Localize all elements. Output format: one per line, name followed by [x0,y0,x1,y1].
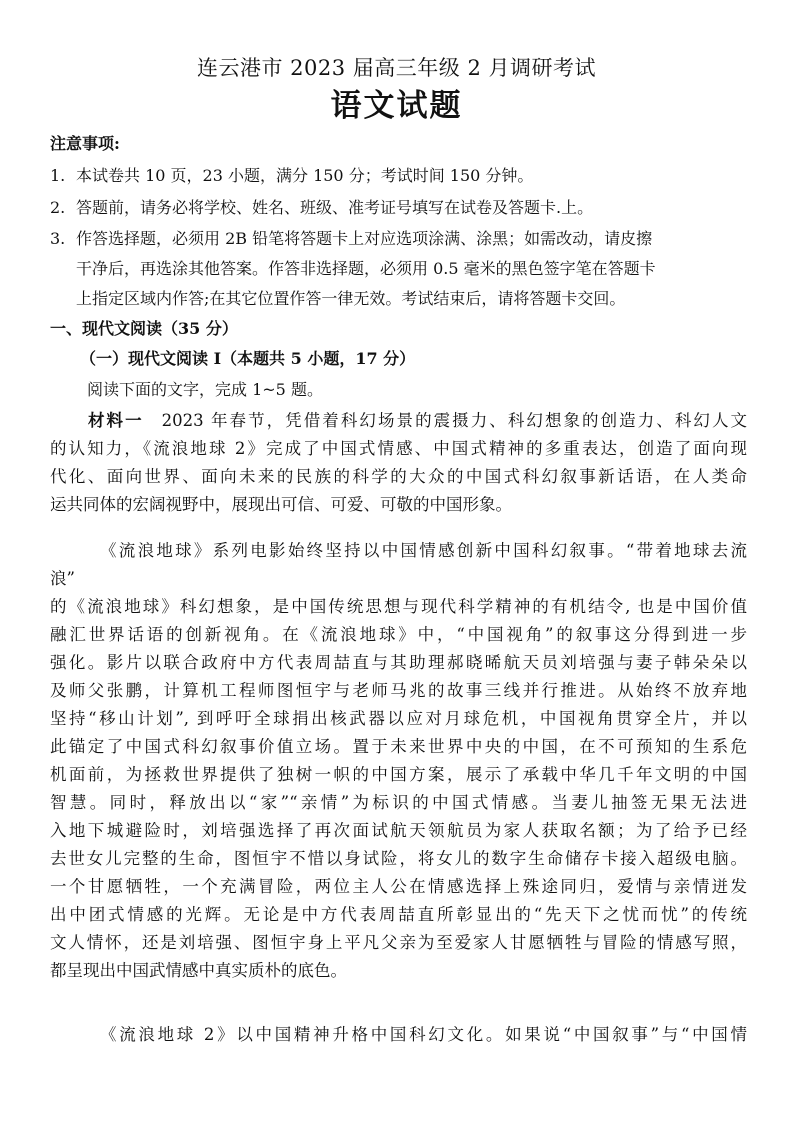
paragraph-2 [50,537,747,985]
paragraph-line: 去世女儿完整的生命，图恒宇不惜以身试险，将女儿的数字生命储存卡接入超级电脑。 [50,849,747,868]
reading-instruction: 阅读下面的文字，完成 1~5 题。 [87,380,323,399]
section-title: 一、现代文阅读（35 分） [50,319,238,338]
notice-heading: 注意事项: [50,134,120,153]
paragraph-line: 都呈现出中国武情感中真实质朴的底色。 [50,961,347,980]
paragraph-line: 的认知力，《流浪地球 2》完成了中国式情感、中国式精神的多重表达，创造了面向现 [50,439,747,458]
notice-item-1 [50,163,755,189]
paragraph-line: 《流浪地球 2》以中国精神升格中国科幻文化。如果说“中国叙事”与“中国情 [100,1025,747,1044]
paragraph-1 [50,407,747,519]
paragraph-line: 浪” [50,569,75,588]
paragraph-line: 文人情怀，还是刘培强、图恒宇身上平凡父亲为至爱家人甘愿牺牲与冒险的情感写照， [50,933,747,952]
paragraph-line: 强化。影片以联合政府中方代表周喆直与其助理郝晓晞航天员刘培强与妻子韩朵朵以 [50,653,747,672]
paragraph-3 [50,1021,747,1049]
notice-item-number: 3. [50,229,66,248]
notice-item-number: 1. [50,166,66,185]
notice-item-3 [50,226,755,316]
paragraph-line: 出中团式情感的光辉。无论是中方代表周喆直所彰显出的“先天下之忧而忧”的传统 [50,905,747,924]
notice-item-2 [50,195,755,221]
paragraph-line: 融汇世界话语的创新视角。在《流浪地球》中，“中国视角”的叙事这分得到进一步 [50,625,747,644]
paragraph-line: 及师父张鹏，计算机工程师图恒宇与老师马兆的故事三线并行推进。从始终不放弃地 [50,681,747,700]
paragraph-line: 一个甘愿牺牲，一个充满冒险，两位主人公在情感选择上殊途同归，爱情与亲情迸发 [50,877,747,896]
paragraph-line: 的《流浪地球》科幻想象，是中国传统思想与现代科学精神的有机结令, 也是中国价值 [50,597,747,616]
paragraph-line: 《流浪地球》系列电影始终坚持以中国情感创新中国科幻叙事。“带着地球去流 [100,541,747,560]
exam-subtitle: 连云港市 2023 届高三年级 2 月调研考试 [196,56,596,80]
notice-item-text: 本试卷共 10 页，23 小题，满分 150 分；考试时间 150 分钟。 [76,166,534,185]
notice-item-number: 2. [50,198,66,217]
paragraph-line: 代化、面向世界、面向未来的民族的科学的大众的中国式科幻叙事新话语，在人类命 [50,467,747,486]
exam-title: 语文试题 [330,88,463,124]
paragraph-line: 运共同体的宏阔视野中，展现出可信、可爱、可敬的中国形象。 [50,495,512,514]
notice-item-text: 上指定区域内作答;在其它位置作答一律无效。考试结束后，请将答题卡交回。 [76,289,626,308]
notice-item-text: 作答选择题，必须用 2B 铅笔将答题卡上对应选项涂满、涂黑；如需改动，请皮擦 [76,229,653,248]
notice-item-text: 干净后，再选涂其他答案。作答非选择题，必须用 0.5 毫米的黑色签字笔在答题卡 [76,259,656,278]
paragraph-line: 坚持“移山计划”, 到呼吁全球捐出核武器以应对月球危机，中国视角贯穿全片，并以 [50,709,747,728]
paragraph-line: 2023 年春节，凭借着科幻场景的震摄力、科幻想象的创造力、科幻人文 [161,411,747,430]
notice-item-text: 答题前，请务必将学校、姓名、班级、准考证号填写在试卷及答题卡.上。 [76,198,594,217]
material-label: 材料一 [88,411,144,430]
paragraph-line: 此锚定了中国式科幻叙事价值立场。置于未来世界中央的中国，在不可预知的生系危 [50,737,747,756]
paragraph-line: 智慧。同时，释放出以“家”“亲情”为标识的中国式情感。当妻儿抽签无果无法进 [50,793,747,812]
paragraph-line: 入地下城避险时，刘培强选择了再次面试航天领航员为家人获取名额；为了给予已经 [50,821,747,840]
paragraph-line: 机面前，为拯救世界提供了独树一帜的中国方案，展示了承载中华几千年文明的中国 [50,765,747,784]
subsection-title: （一）现代文阅读 I（本题共 5 小题，17 分） [80,349,416,368]
